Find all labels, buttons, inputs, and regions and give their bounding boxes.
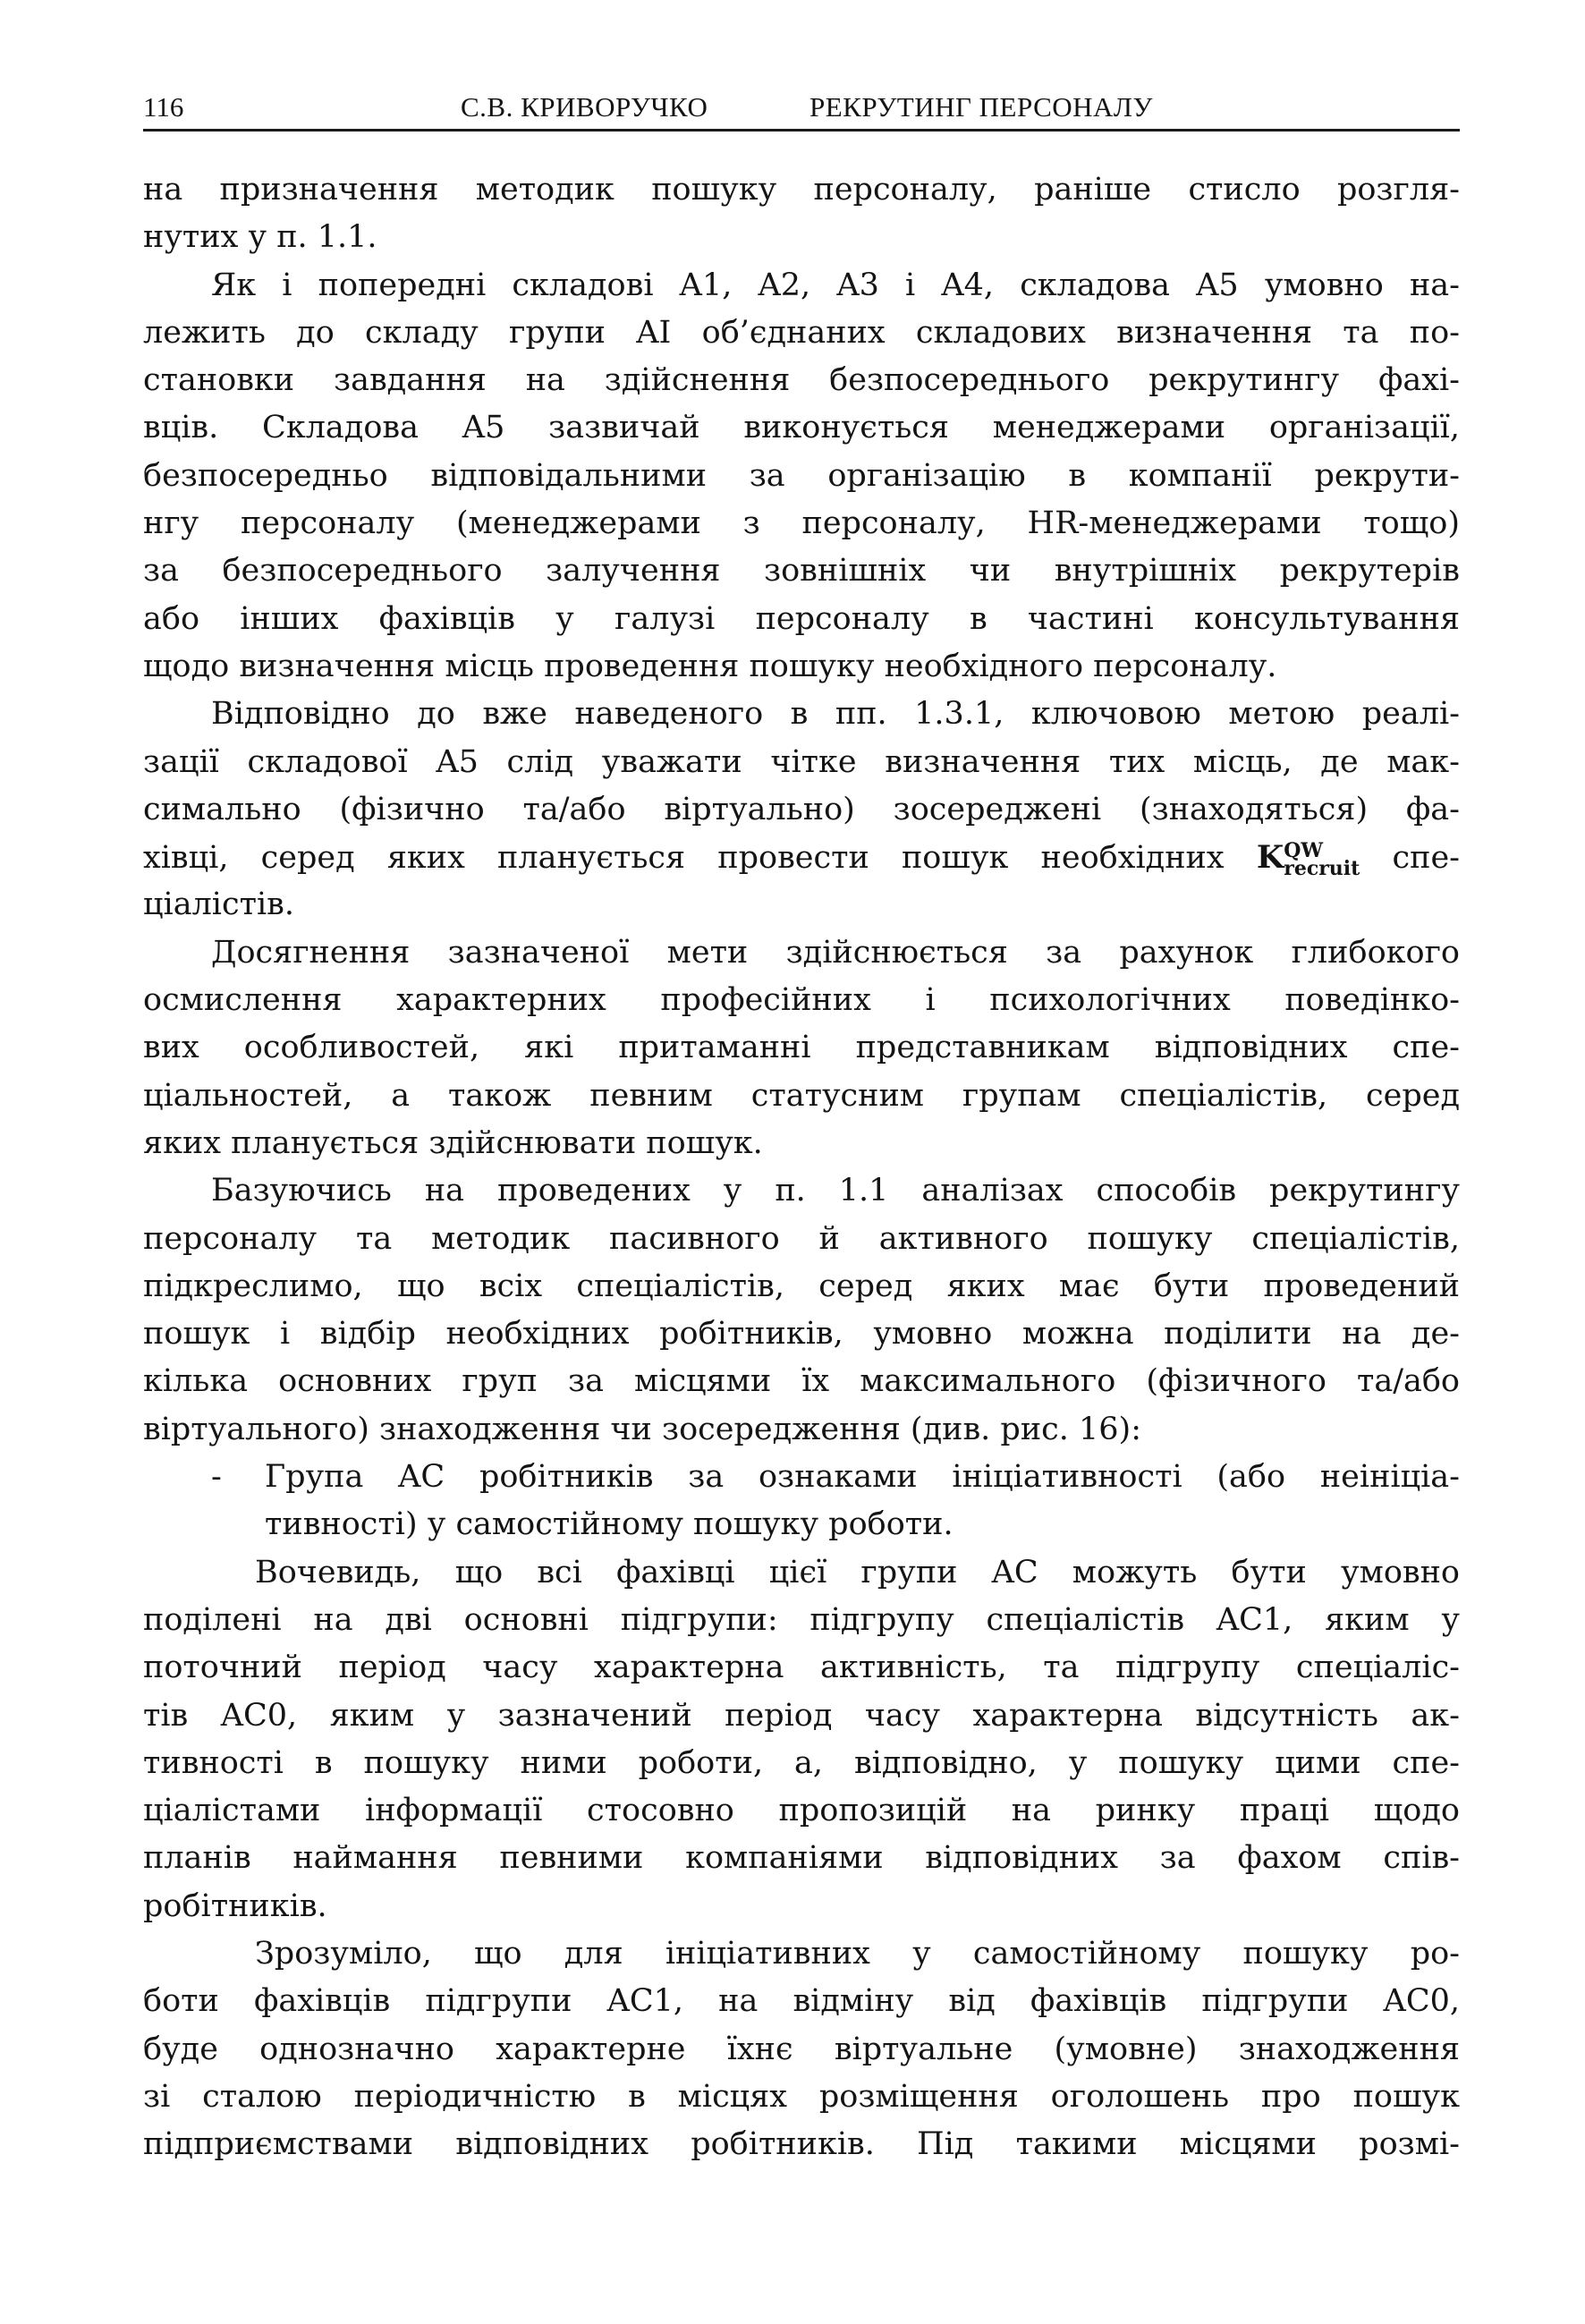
text-line: боти фахівців підгрупи AC1, на відміну від фахівців підгрупи AC0, (143, 1983, 1460, 2020)
text-line: ціалістами інформації стосовно пропозицій на ринку праці щодо (143, 1793, 1460, 1829)
text-line: пошук і відбір необхідних робітників, умовно можна поділити на де- (143, 1316, 1460, 1353)
text-line: буде однозначно характерне їхнє віртуальне (умовне) знаходження (143, 2031, 1460, 2067)
text-line: підкреслимо, що всіх спеціалістів, серед яких має бути проведений (143, 1268, 1460, 1304)
text-line: тів AC0, яким у зазначений період часу характерна відсутність ак- (143, 1697, 1460, 1734)
text-line: на призначення методик пошуку персоналу, раніше стисло розгля- (143, 172, 1460, 208)
text-line: ціалістів. (143, 886, 294, 923)
text-line: персоналу та методик пасивного й активного пошуку спеціалістів, (143, 1220, 1460, 1257)
text-line: зі сталою періодичністю в місцях розміщення оголошень про пошук (143, 2078, 1460, 2115)
text-line: робітників. (143, 1887, 327, 1924)
text-line: кілька основних груп за місцями їх максимального (фізичного та/або (143, 1363, 1460, 1400)
text-line: лежить до складу групи AI об’єднаних складових визначення та по- (143, 314, 1460, 351)
text-line: Базуючись на проведених у п. 1.1 аналізах способів рекрутингу (211, 1173, 1460, 1209)
bullet-continuation: тивності) у самостійному пошуку роботи. (265, 1506, 954, 1543)
text-line: Як і попередні складові A1, A2, A3 і A4, складова A5 умовно на- (211, 267, 1460, 303)
text-line: вців. Складова A5 зазвичай виконується менеджерами організації, (143, 410, 1460, 446)
header-book-title: РЕКРУТИНГ ПЕРСОНАЛУ (809, 91, 1153, 123)
text-line: підприємствами відповідних робітників. Під такими місцями розмі- (143, 2126, 1460, 2163)
text-line: Досягнення зазначеної мети здійснюється за рахунок глибокого (211, 934, 1460, 971)
text-line: яких планується здійснювати пошук. (143, 1124, 763, 1161)
text-line: Відповідно до вже наведеного в пп. 1.3.1, ключовою метою реалі- (211, 696, 1460, 733)
text-line: тивності в пошуку ними роботи, а, відповідно, у пошуку цими спе- (143, 1744, 1460, 1781)
formula-sub: recruit (1284, 857, 1360, 881)
bullet-dash: - (211, 1459, 222, 1496)
text-line: вих особливостей, які притаманні представникам відповідних спе- (143, 1030, 1460, 1066)
text-line: ціальностей, а також певним статусним групам спеціалістів, серед (143, 1077, 1460, 1114)
text-block-2 (143, 881, 1460, 1454)
bullet-first-line: Група AC робітників за ознаками ініціативності (або неініціа- (265, 1459, 1460, 1496)
k-recruit-formula (1257, 834, 1360, 881)
text-line: становки завдання на здійснення безпосереднього рекрутингу фахі- (143, 362, 1460, 399)
text-line: або інших фахівців у галузі персоналу в частині консультування (143, 600, 1460, 637)
text-line: Зрозуміло, що для ініціативних у самостійному пошуку ро- (255, 1935, 1460, 1972)
text-line: зації складової A5 слід уважати чітке визначення тих місць, де мак- (143, 743, 1460, 780)
header-author: С.В. КРИВОРУЧКО (461, 91, 708, 123)
formula-line-after: спе- (1360, 840, 1460, 877)
text-block-1 (143, 166, 1460, 834)
text-block-3 (143, 1549, 1460, 2169)
text-line: нгу персоналу (менеджерами з персоналу, HR-менеджерами тощо) (143, 505, 1460, 542)
body-text (143, 166, 1460, 2168)
running-header (143, 84, 1460, 131)
text-line: за безпосереднього залучення зовнішніх чи внутрішніх рекрутерів (143, 553, 1460, 589)
text-line: симально (фізично та/або віртуально) зосереджені (знаходяться) фа- (143, 791, 1460, 827)
text-line: осмислення характерних професійних і психологічних поведінко- (143, 982, 1460, 1019)
text-line: нутих у п. 1.1. (143, 219, 377, 256)
text-line: поточний період часу характерна активність, та підгрупу спеціаліс- (143, 1650, 1460, 1686)
formula-sup: QW (1284, 839, 1324, 863)
text-line: щодо визначення місць проведення пошуку необхідного персоналу. (143, 648, 1277, 684)
text-line: безпосередньо відповідальними за організацію в компанії рекрути- (143, 457, 1460, 494)
text-line: Вочевидь, що всі фахівці цієї групи AC можуть бути умовно (255, 1554, 1460, 1590)
formula-line-before: хівці, серед яких планується провести пошук необхідних (143, 840, 1257, 877)
page-number: 116 (143, 91, 184, 123)
bullet-line (143, 1454, 1460, 1501)
text-line: планів наймання певними компаніями відповідних за фахом спів- (143, 1840, 1460, 1877)
formula-line (143, 834, 1460, 881)
formula-k: K (1256, 839, 1284, 877)
text-line: поділені на дві основні підгрупи: підгрупу спеціалістів AC1, яким у (143, 1601, 1460, 1638)
text-line: віртуального) знаходження чи зосередження (див. рис. 16): (143, 1411, 1141, 1447)
